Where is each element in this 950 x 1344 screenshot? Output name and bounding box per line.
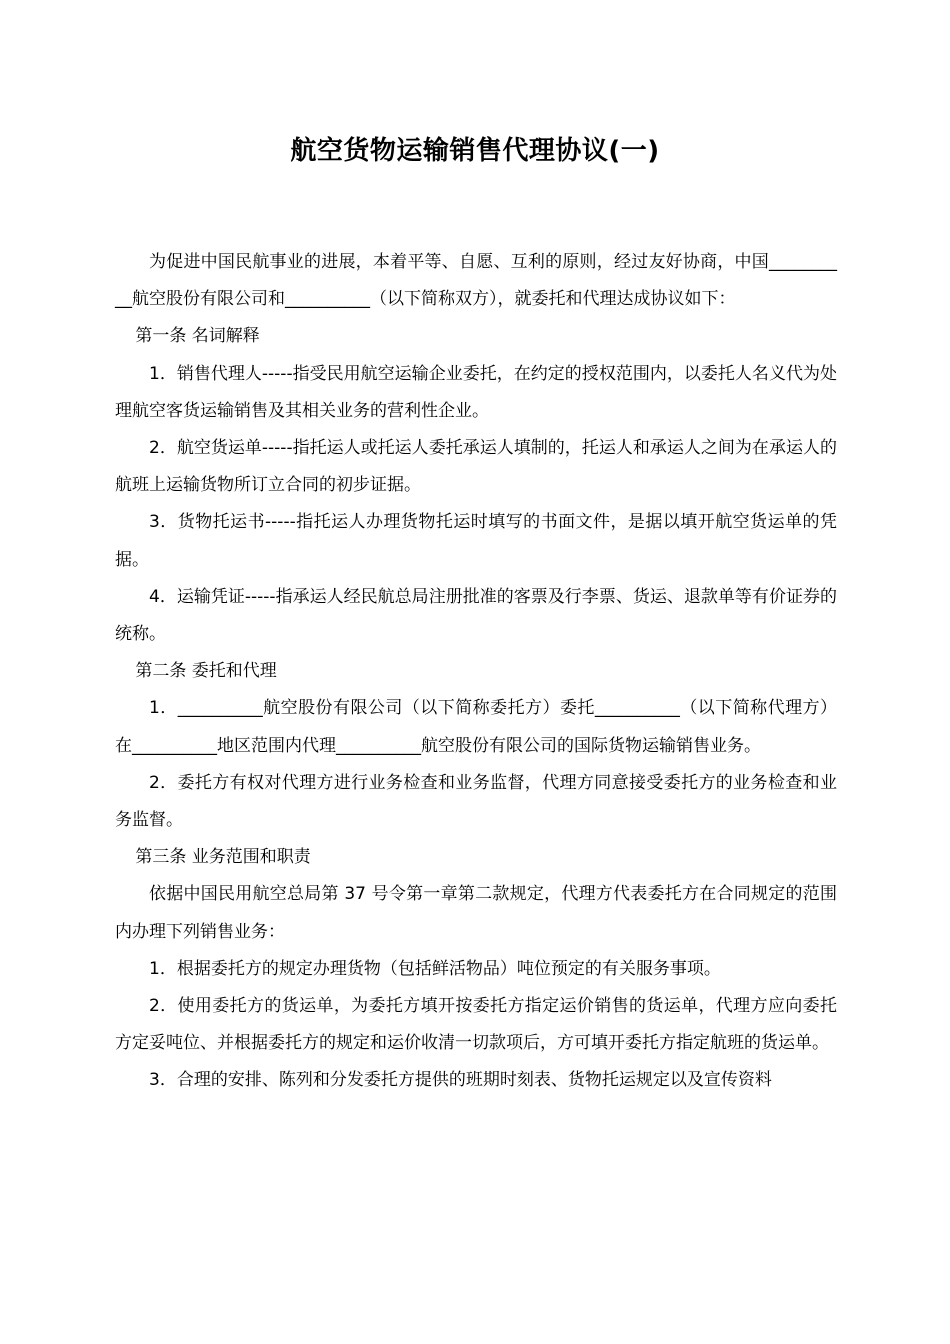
section-heading: 第一条 名词解释 <box>135 326 260 347</box>
body-paragraph: 2．委托方有权对代理方进行业务检查和业务监督，代理方同意接受委托方的业务检查和业务监督。 <box>115 772 837 831</box>
body-paragraph: 3．合理的安排、陈列和分发委托方提供的班期时刻表、货物托运规定以及宣传资料 <box>149 1070 772 1091</box>
body-paragraph: 1．根据委托方的规定办理货物（包括鲜活物品）吨位预定的有关服务事项。 <box>149 958 721 979</box>
body-paragraph: 2．使用委托方的货运单，为委托方填开按委托方指定运价销售的货运单，代理方应向委托方定妥吨位、并根据委托方的规定和运价收清一切款项后，方可填开委托方指定航班的货运单。 <box>115 996 837 1054</box>
section-heading: 第二条 委托和代理 <box>135 661 277 682</box>
document-body <box>115 244 837 1100</box>
body-paragraph: 1．__________航空股份有限公司（以下简称委托方）委托__________（以下简称代理方）在__________地区范围内代理__________航空股份有限公司的国际货物运输销售业务。 <box>115 698 837 756</box>
document-title: 航空货物运输销售代理协议(一) <box>290 136 660 166</box>
body-paragraph: 3．货物托运书-----指托运人办理货物托运时填写的书面文件，是据以填开航空货运单的凭据。 <box>115 512 837 570</box>
body-paragraph: 1．销售代理人-----指受民用航空运输企业委托，在约定的授权范围内，以委托人名义代为处理航空客货运输销售及其相关业务的营利性企业。 <box>115 363 837 421</box>
body-paragraph: 依据中国民用航空总局第 37 号令第一章第二款规定，代理方代表委托方在合同规定的范围内办理下列销售业务： <box>115 884 837 942</box>
body-paragraph: 4．运输凭证-----指承运人经民航总局注册批准的客票及行李票、货运、退款单等有价证券的统称。 <box>115 586 837 645</box>
body-paragraph: 为促进中国民航事业的进展，本着平等、自愿、互利的原则，经过友好协商，中国__________航空股份有限公司和__________（以下简称双方），就委托和代理达成协议如下： <box>115 252 837 310</box>
body-paragraph: 2．航空货运单-----指托运人或托运人委托承运人填制的，托运人和承运人之间为在承运人的航班上运输货物所订立合同的初步证据。 <box>115 438 837 496</box>
section-heading: 第三条 业务范围和职责 <box>135 847 311 868</box>
